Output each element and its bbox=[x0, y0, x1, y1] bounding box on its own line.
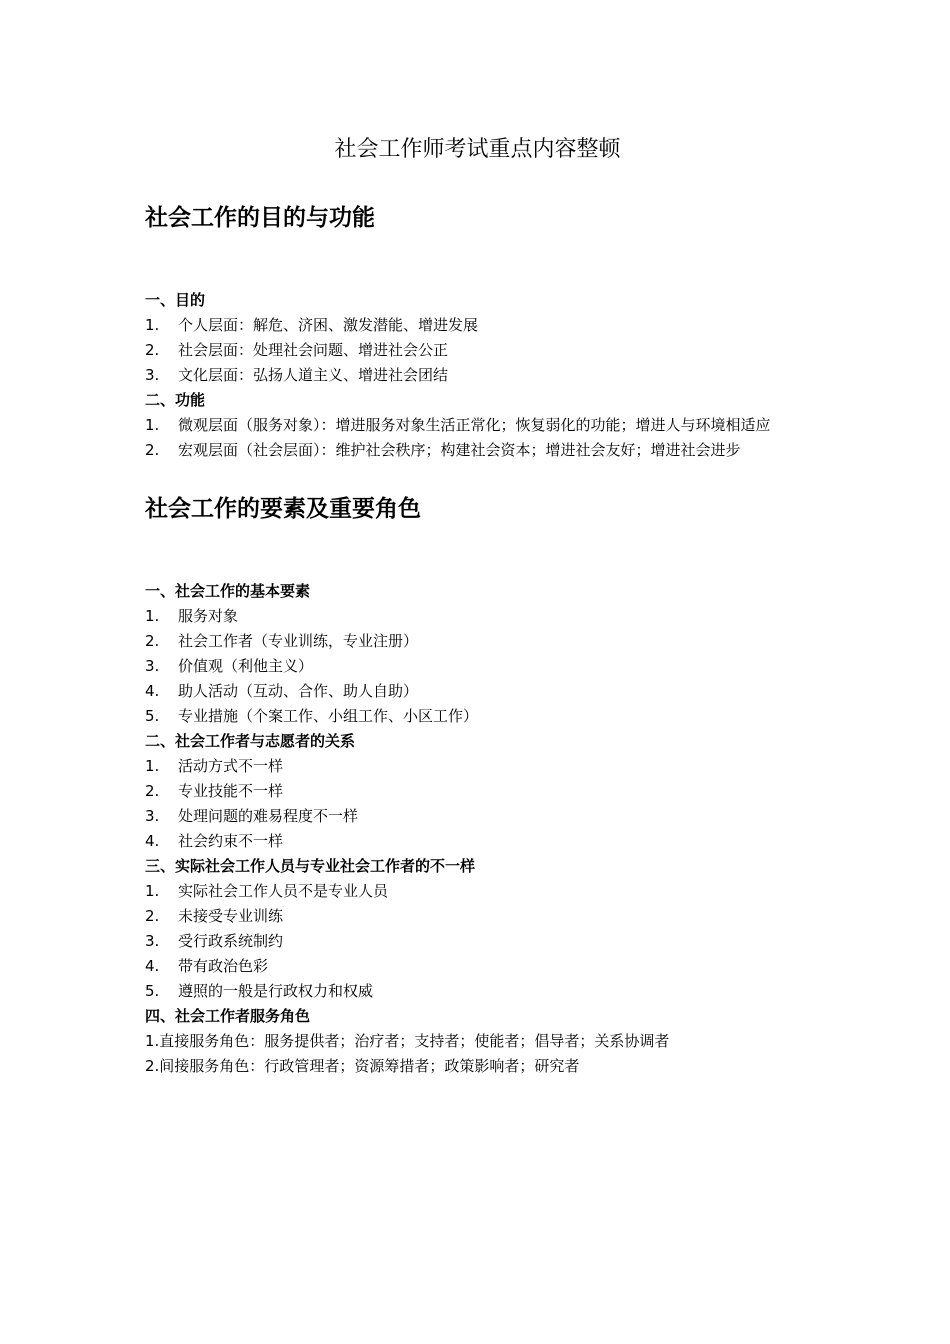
list-number: 3. bbox=[145, 807, 160, 825]
list-number: 1. bbox=[145, 316, 160, 334]
list-number: 2. bbox=[145, 441, 160, 459]
group-title-purpose: 一、目的 bbox=[145, 291, 206, 309]
section-heading-elements-roles: 社会工作的要素及重要角色 bbox=[145, 496, 421, 522]
document-page bbox=[145, 130, 810, 1079]
section-heading-purpose-function: 社会工作的目的与功能 bbox=[145, 205, 375, 231]
list-item bbox=[145, 654, 810, 679]
list-number: 2. bbox=[145, 907, 160, 925]
list-number: 4. bbox=[145, 682, 160, 700]
list-text: 活动方式不一样 bbox=[178, 757, 284, 775]
list-text: 文化层面：弘扬人道主义、增进社会团结 bbox=[178, 366, 449, 384]
list-number: 1. bbox=[145, 607, 160, 625]
direct-service-roles: 1.直接服务角色：服务提供者；治疗者；支持者；使能者；倡导者；关系协调者 bbox=[145, 1032, 670, 1050]
list-item bbox=[145, 338, 810, 363]
list-text: 专业技能不一样 bbox=[178, 782, 284, 800]
list-text: 服务对象 bbox=[178, 607, 239, 625]
list-number: 4. bbox=[145, 957, 160, 975]
list-text: 社会层面：处理社会问题、增进社会公正 bbox=[178, 341, 449, 359]
document-title: 社会工作师考试重点内容整顿 bbox=[334, 137, 621, 162]
list-number: 5. bbox=[145, 982, 160, 1000]
list-number: 2. bbox=[145, 632, 160, 650]
list-number: 2. bbox=[145, 341, 160, 359]
list-text: 助人活动（互动、合作、助人自助） bbox=[178, 682, 419, 700]
list-text: 宏观层面（社会层面）：维护社会秩序；构建社会资本；增进社会友好；增进社会进步 bbox=[178, 441, 741, 459]
list-item bbox=[145, 904, 810, 929]
list-item bbox=[145, 829, 810, 854]
group-title-worker-volunteer: 二、社会工作者与志愿者的关系 bbox=[145, 732, 356, 750]
group-title-actual-vs-professional: 三、实际社会工作人员与专业社会工作者的不一样 bbox=[145, 857, 476, 875]
list-item bbox=[145, 979, 810, 1004]
list-item bbox=[145, 438, 810, 463]
list-item bbox=[145, 804, 810, 829]
list-number: 3. bbox=[145, 657, 160, 675]
list-number: 1. bbox=[145, 416, 160, 434]
list-item bbox=[145, 954, 810, 979]
group-title-function: 二、功能 bbox=[145, 391, 206, 409]
list-text: 未接受专业训练 bbox=[178, 907, 284, 925]
list-item bbox=[145, 879, 810, 904]
list-text: 个人层面：解危、济困、激发潜能、增进发展 bbox=[178, 316, 479, 334]
list-item bbox=[145, 704, 810, 729]
list-number: 4. bbox=[145, 832, 160, 850]
list-number: 1. bbox=[145, 882, 160, 900]
list-item bbox=[145, 779, 810, 804]
list-number: 5. bbox=[145, 707, 160, 725]
list-item bbox=[145, 313, 810, 338]
list-item bbox=[145, 679, 810, 704]
list-item bbox=[145, 629, 810, 654]
list-text: 微观层面（服务对象）：增进服务对象生活正常化；恢复弱化的功能；增进人与环境相适应 bbox=[178, 416, 771, 434]
list-item bbox=[145, 413, 810, 438]
group-title-service-roles: 四、社会工作者服务角色 bbox=[145, 1007, 311, 1025]
list-text: 价值观（利他主义） bbox=[178, 657, 314, 675]
list-text: 处理问题的难易程度不一样 bbox=[178, 807, 359, 825]
list-item bbox=[145, 754, 810, 779]
list-text: 遵照的一般是行政权力和权威 bbox=[178, 982, 374, 1000]
list-number: 1. bbox=[145, 757, 160, 775]
list-number: 3. bbox=[145, 932, 160, 950]
list-text: 受行政系统制约 bbox=[178, 932, 284, 950]
group-title-basic-elements: 一、社会工作的基本要素 bbox=[145, 582, 311, 600]
list-item bbox=[145, 604, 810, 629]
list-number: 3. bbox=[145, 366, 160, 384]
indirect-service-roles: 2.间接服务角色：行政管理者；资源筹措者；政策影响者；研究者 bbox=[145, 1057, 580, 1075]
list-text: 社会约束不一样 bbox=[178, 832, 284, 850]
list-text: 带有政治色彩 bbox=[178, 957, 269, 975]
list-text: 实际社会工作人员不是专业人员 bbox=[178, 882, 389, 900]
list-text: 社会工作者（专业训练，专业注册） bbox=[178, 632, 419, 650]
list-text: 专业措施（个案工作、小组工作、小区工作） bbox=[178, 707, 479, 725]
list-item bbox=[145, 363, 810, 388]
list-item bbox=[145, 929, 810, 954]
list-number: 2. bbox=[145, 782, 160, 800]
